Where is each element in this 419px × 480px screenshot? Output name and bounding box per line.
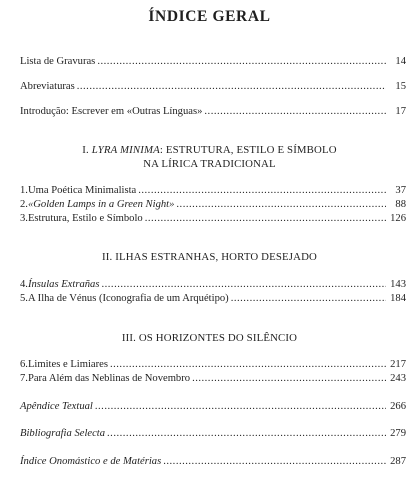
entry-page-number: 217 [390,359,406,370]
entry-label: Estrutura, Estilo e Símbolo [27,213,143,224]
entry-label: Bibliografia Selecta [20,428,106,439]
entry-page-number: 266 [390,401,406,412]
dot-leader [77,80,386,93]
entry-label: Uma Poética Minimalista [27,185,137,196]
chapter-number: 7. [20,373,28,384]
entry-page-number: 17 [395,106,406,117]
dot-leader [192,372,386,385]
dot-leader [163,455,386,468]
dot-leader [145,212,386,225]
entry-label: Introdução: Escrever em «Outras Línguas» [20,106,203,117]
entry-label: Apêndice Textual [20,401,93,412]
entry-page-number: 279 [390,428,406,439]
chapter-number: 3. [20,213,28,224]
chapter-number: 2. [20,199,28,210]
toc-entry-chapter-5[interactable] [20,292,406,305]
toc-entry-chapter-7[interactable] [20,372,406,385]
entry-page-number: 88 [395,199,406,210]
entry-label: Ínsulas Extrañas [27,279,100,290]
part-1-heading-prefix: I. [82,144,92,156]
part-3-heading-text: III. OS HORIZONTES DO SILÊNCIO [121,332,298,344]
page-title: ÍNDICE GERAL [148,8,271,25]
entry-label: A Ilha de Vénus (Iconografia de um Arquétipo) [27,293,229,304]
entry-page-number: 243 [390,373,406,384]
entry-label: Índice Onomástico e de Matérias [20,456,162,467]
chapter-number: 1. [20,185,28,196]
chapter-number: 4. [20,279,28,290]
entry-label: Para Além das Neblinas de Novembro [27,373,191,384]
entry-label: Abreviaturas [20,81,75,92]
entry-page-number: 184 [390,293,406,304]
toc-entry-abbreviations[interactable] [20,80,406,93]
toc-entry-index[interactable] [20,455,406,468]
entry-page-number: 287 [390,456,406,467]
dot-leader [95,400,386,413]
toc-entry-chapter-3[interactable] [20,212,406,225]
toc-entry-chapter-4[interactable] [20,278,406,291]
chapter-number: 5. [20,293,28,304]
dot-leader [101,278,386,291]
toc-entry-chapter-1[interactable] [20,184,406,197]
part-2-heading [0,251,419,265]
part-3-heading [0,332,419,346]
toc-entry-textual-appendix[interactable] [20,400,406,413]
entry-label: «Golden Lamps in a Green Night» [27,199,175,210]
dot-leader [110,358,386,371]
toc-entry-bibliography[interactable] [20,427,406,440]
toc-entry-introduction[interactable] [20,105,406,118]
part-1-heading-rest: : ESTRUTURA, ESTILO E SÍMBOLO [159,144,337,156]
part-2-heading-text: II. ILHAS ESTRANHAS, HORTO DESEJADO [102,251,317,263]
part-1-heading-line-2: NA LÍRICA TRADICIONAL [143,157,276,170]
dot-leader [107,427,386,440]
entry-label: Lista de Gravuras [20,56,96,67]
dot-leader [204,105,386,118]
dot-leader [176,198,386,211]
entry-page-number: 14 [395,56,406,67]
dot-leader [231,292,386,305]
toc-entry-chapter-2[interactable] [20,198,406,211]
dot-leader [97,55,386,68]
chapter-number: 6. [20,359,28,370]
entry-page-number: 143 [390,279,406,290]
part-1-heading-italic: LYRA MINIMA [91,144,160,156]
toc-entry-list-of-illustrations[interactable] [20,55,406,68]
entry-page-number: 126 [390,213,406,224]
entry-page-number: 37 [395,185,406,196]
part-1-heading [0,144,419,171]
toc-entry-chapter-6[interactable] [20,358,406,371]
entry-label: Limites e Limiares [27,359,108,370]
dot-leader [138,184,386,197]
entry-page-number: 15 [395,81,406,92]
